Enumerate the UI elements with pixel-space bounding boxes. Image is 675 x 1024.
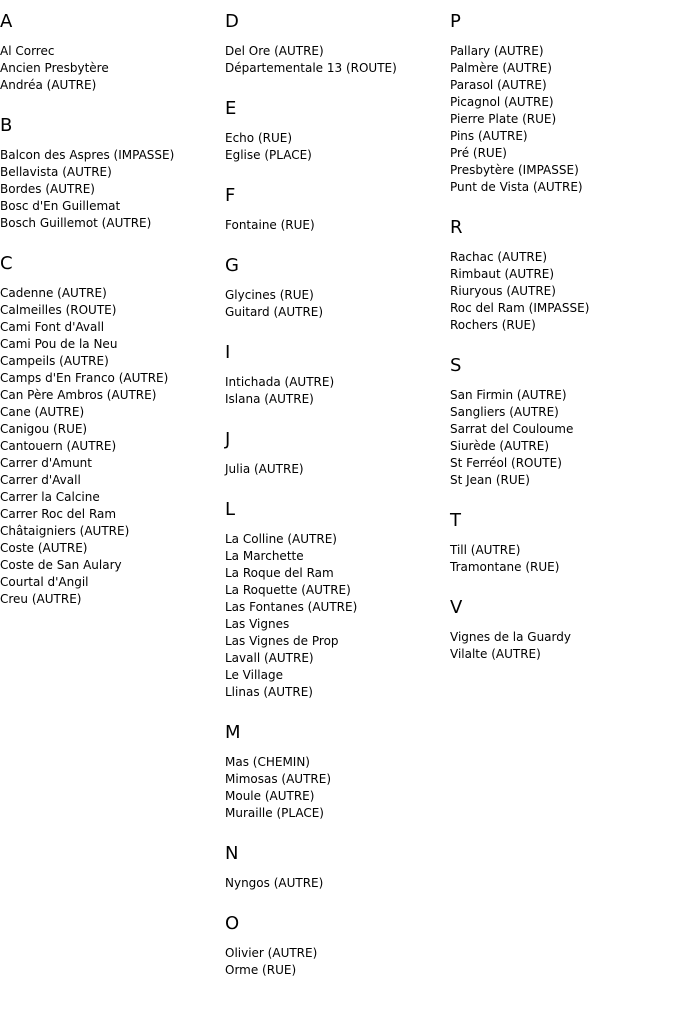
street-name: Al Correc [0, 44, 55, 58]
street-name: Carrer d'Avall [0, 473, 81, 487]
street-name: Le Village [225, 668, 283, 682]
section-letter-heading: E [225, 98, 237, 119]
section-letter-heading: G [225, 255, 239, 276]
section-letter-heading: M [225, 722, 241, 743]
street-list [225, 374, 450, 408]
letter-section [225, 721, 450, 822]
street-name: Vilalte (AUTRE) [450, 647, 541, 661]
street-name: Rochers (RUE) [450, 318, 536, 332]
street-name: Coste (AUTRE) [0, 541, 88, 555]
street-name: Rachac (AUTRE) [450, 250, 548, 264]
street-list [225, 287, 450, 321]
letter-section [450, 216, 675, 334]
street-list [225, 461, 450, 478]
section-letter-heading: D [225, 11, 239, 32]
street-name: La Roquette (AUTRE) [225, 583, 351, 597]
street-name: Bosc d'En Guillemat [0, 199, 121, 213]
street-name: Olivier (AUTRE) [225, 946, 318, 960]
street-list [450, 387, 675, 489]
street-name: Mimosas (AUTRE) [225, 772, 331, 786]
street-name: Nyngos (AUTRE) [225, 876, 324, 890]
street-name: Carrer la Calcine [0, 490, 100, 504]
section-letter-heading: A [0, 11, 13, 32]
letter-section [450, 10, 675, 196]
street-name: Cane (AUTRE) [0, 405, 85, 419]
section-letter-heading: N [225, 843, 239, 864]
section-letter-heading: B [0, 115, 13, 136]
section-letter-heading: L [225, 499, 236, 520]
street-name: Las Vignes [225, 617, 290, 631]
street-name: Roc del Ram (IMPASSE) [450, 301, 590, 315]
street-name: Julia (AUTRE) [225, 462, 304, 476]
section-letter-heading: O [225, 913, 240, 934]
street-list [225, 945, 450, 979]
street-name: Pallary (AUTRE) [450, 44, 544, 58]
street-name: Glycines (RUE) [225, 288, 314, 302]
street-list [450, 43, 675, 196]
street-name: Courtal d'Angil [0, 575, 89, 589]
letter-section [225, 184, 450, 234]
street-list [225, 531, 450, 701]
street-name: Lavall (AUTRE) [225, 651, 314, 665]
street-name: Andréa (AUTRE) [0, 78, 97, 92]
street-name: Ancien Presbytère [0, 61, 109, 75]
street-name: Camps d'En Franco (AUTRE) [0, 371, 169, 385]
letter-section [225, 341, 450, 408]
letter-section [225, 912, 450, 979]
street-name: Parasol (AUTRE) [450, 78, 547, 92]
letter-section [225, 428, 450, 478]
section-letter-heading: R [450, 217, 463, 238]
street-name: Can Père Ambros (AUTRE) [0, 388, 157, 402]
letter-section [225, 10, 450, 77]
street-list [0, 43, 225, 94]
street-name: Del Ore (AUTRE) [225, 44, 324, 58]
street-list [450, 542, 675, 576]
street-name: Guitard (AUTRE) [225, 305, 324, 319]
street-name: Till (AUTRE) [450, 543, 521, 557]
street-name: La Roque del Ram [225, 566, 334, 580]
street-list [225, 754, 450, 822]
street-name: Pré (RUE) [450, 146, 507, 160]
street-name: Intichada (AUTRE) [225, 375, 335, 389]
street-name: Cantouern (AUTRE) [0, 439, 117, 453]
street-name: St Ferréol (ROUTE) [450, 456, 562, 470]
letter-section [0, 114, 225, 232]
street-name: Palmère (AUTRE) [450, 61, 552, 75]
street-name: Calmeilles (ROUTE) [0, 303, 117, 317]
street-list [0, 147, 225, 232]
letter-section [225, 842, 450, 892]
section-letter-heading: P [450, 11, 461, 32]
street-name: Balcon des Aspres (IMPASSE) [0, 148, 175, 162]
street-list [0, 285, 225, 608]
street-index-column-3 [450, 10, 675, 663]
letter-section [450, 596, 675, 663]
street-name: La Colline (AUTRE) [225, 532, 337, 546]
street-name: Riuryous (AUTRE) [450, 284, 556, 298]
street-name: San Firmin (AUTRE) [450, 388, 567, 402]
street-name: Eglise (PLACE) [225, 148, 312, 162]
street-name: Echo (RUE) [225, 131, 293, 145]
section-letter-heading: S [450, 355, 462, 376]
letter-section [0, 252, 225, 608]
street-name: Carrer Roc del Ram [0, 507, 117, 521]
letter-section [0, 10, 225, 94]
street-name: St Jean (RUE) [450, 473, 530, 487]
street-name: Sarrat del Couloume [450, 422, 574, 436]
section-letter-heading: I [225, 342, 231, 363]
street-name: La Marchette [225, 549, 304, 563]
section-letter-heading: C [0, 253, 13, 274]
street-name: Cami Pou de la Neu [0, 337, 118, 351]
letter-section [450, 509, 675, 576]
street-name: Orme (RUE) [225, 963, 297, 977]
section-letter-heading: F [225, 185, 236, 206]
street-name: Bordes (AUTRE) [0, 182, 95, 196]
street-name: Creu (AUTRE) [0, 592, 82, 606]
street-index-column-2 [225, 10, 450, 979]
letter-section [225, 254, 450, 321]
street-name: Rimbaut (AUTRE) [450, 267, 555, 281]
section-letter-heading: V [450, 597, 463, 618]
street-list [225, 130, 450, 164]
street-name: Siurède (AUTRE) [450, 439, 550, 453]
street-index-column-1 [0, 10, 225, 608]
street-name: Fontaine (RUE) [225, 218, 315, 232]
street-name: Picagnol (AUTRE) [450, 95, 554, 109]
street-name: Sangliers (AUTRE) [450, 405, 559, 419]
street-name: Llinas (AUTRE) [225, 685, 313, 699]
street-name: Islana (AUTRE) [225, 392, 314, 406]
street-name: Presbytère (IMPASSE) [450, 163, 579, 177]
letter-section [225, 97, 450, 164]
street-name: Campeils (AUTRE) [0, 354, 109, 368]
street-name: Muraille (PLACE) [225, 806, 324, 820]
letter-section [450, 354, 675, 489]
street-name: Bellavista (AUTRE) [0, 165, 112, 179]
section-letter-heading: J [225, 429, 231, 450]
street-name: Cadenne (AUTRE) [0, 286, 107, 300]
street-list [225, 43, 450, 77]
street-name: Mas (CHEMIN) [225, 755, 310, 769]
street-name: Coste de San Aulary [0, 558, 122, 572]
street-name: Punt de Vista (AUTRE) [450, 180, 583, 194]
street-list [450, 629, 675, 663]
street-name: Las Fontanes (AUTRE) [225, 600, 358, 614]
street-name: Départementale 13 (ROUTE) [225, 61, 397, 75]
street-name: Las Vignes de Prop [225, 634, 339, 648]
street-name: Moule (AUTRE) [225, 789, 315, 803]
street-name: Vignes de la Guardy [450, 630, 571, 644]
street-name: Bosch Guillemot (AUTRE) [0, 216, 152, 230]
street-name: Pins (AUTRE) [450, 129, 528, 143]
street-name: Carrer d'Amunt [0, 456, 92, 470]
street-list [450, 249, 675, 334]
street-name: Cami Font d'Avall [0, 320, 105, 334]
street-name: Châtaigniers (AUTRE) [0, 524, 130, 538]
street-name: Pierre Plate (RUE) [450, 112, 557, 126]
street-list [225, 875, 450, 892]
street-name: Tramontane (RUE) [450, 560, 560, 574]
section-letter-heading: T [450, 510, 461, 531]
street-name: Canigou (RUE) [0, 422, 88, 436]
street-list [225, 217, 450, 234]
letter-section [225, 498, 450, 701]
